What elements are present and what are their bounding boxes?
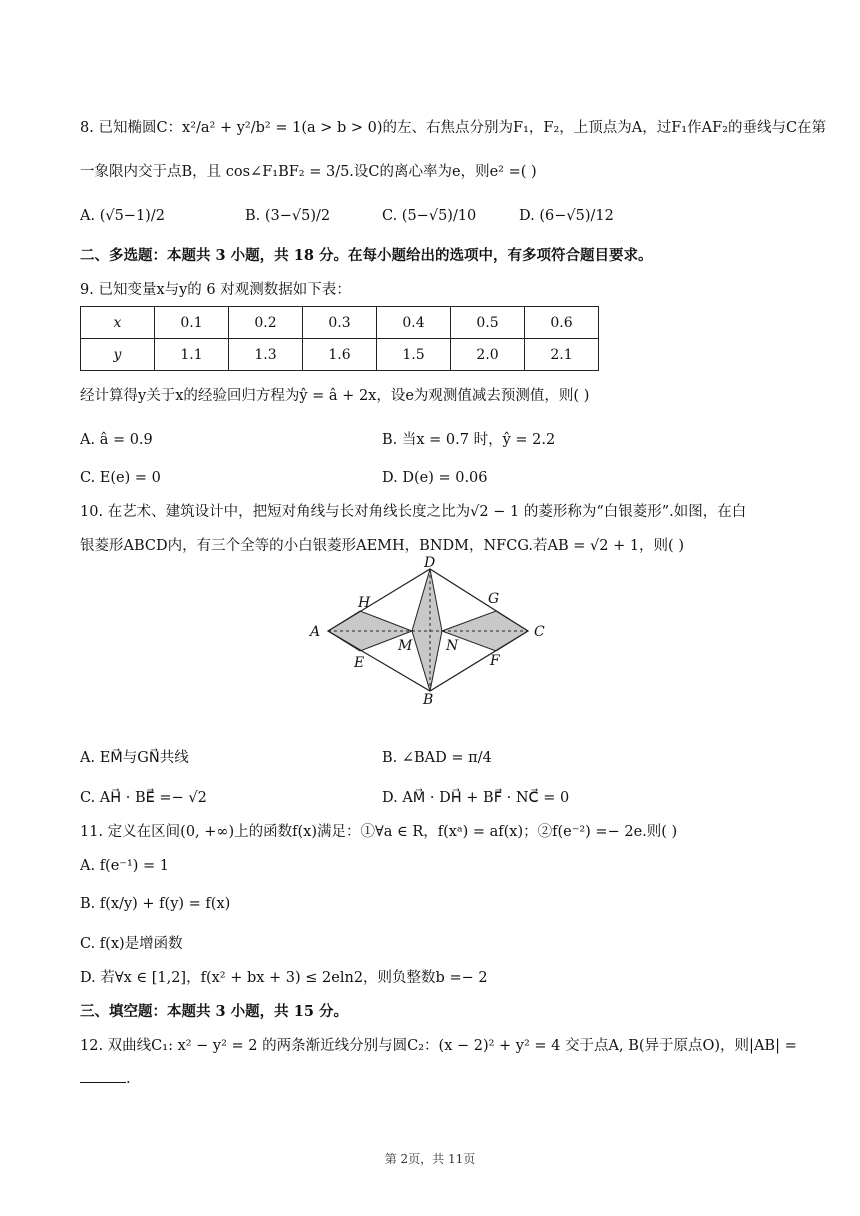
q8-line2: 一象限内交于点B，且 cos∠F₁BF₂ = 3/5.设C的离心率为e，则e² =( ) <box>80 164 537 180</box>
q10-option-d: D. AM⃗ · DH⃗ + BF⃗ · NC⃗ = 0 <box>382 790 570 806</box>
rhombus-bndm <box>412 569 442 691</box>
table-cell: y <box>81 339 155 371</box>
q11-stem: 11. 定义在区间(0, +∞)上的函数f(x)满足：①∀a ∈ R，f(xᵃ) = af(x)；②f(e⁻²) =− 2e.则( ) <box>80 824 678 840</box>
table-cell: 0.3 <box>303 307 377 339</box>
q10-line2: 银菱形ABCD内，有三个全等的小白银菱形AEMH，BNDM，NFCG.若AB = √2 + 1，则( ) <box>80 538 684 554</box>
table-cell: 0.2 <box>229 307 303 339</box>
q10-line1: 10. 在艺术、建筑设计中，把短对角线与长对角线长度之比为√2 − 1 的菱形称为“白银菱形”.如图，在白 <box>80 504 747 520</box>
q8-option-b: B. (3−√5)/2 <box>245 208 331 224</box>
table-cell: 1.3 <box>229 339 303 371</box>
label-h: H <box>358 595 371 611</box>
label-f: F <box>490 653 500 669</box>
q10-option-a: A. EM⃗与GN⃗共线 <box>80 750 189 766</box>
page-footer: 第 2页，共 11页 <box>384 1152 476 1166</box>
table-cell: 0.4 <box>377 307 451 339</box>
label-a: A <box>310 624 321 640</box>
q8-option-a: A. (√5−1)/2 <box>80 208 165 224</box>
q12-line2 <box>80 1068 131 1089</box>
q9-option-b: B. 当x = 0.7 时，ŷ = 2.2 <box>382 432 556 448</box>
q8-option-d: D. (6−√5)/12 <box>519 208 614 224</box>
table-cell: 1.5 <box>377 339 451 371</box>
q10-option-b: B. ∠BAD = π/4 <box>382 750 492 766</box>
q10-option-c: C. AH⃗ · BE⃗ =− √2 <box>80 790 207 806</box>
q9-intro: 9. 已知变量x与y的 6 对观测数据如下表： <box>80 282 351 298</box>
label-b: B <box>423 692 434 705</box>
table-row-y <box>81 339 599 371</box>
observation-table <box>80 306 599 371</box>
section-3-heading: 三、填空题：本题共 3 小题，共 15 分。 <box>80 1003 348 1020</box>
label-n: N <box>446 638 459 654</box>
table-cell: 0.1 <box>155 307 229 339</box>
q9-option-d: D. D(e) = 0.06 <box>382 470 488 486</box>
silver-rhombus-figure <box>300 555 560 705</box>
label-c: C <box>534 624 545 640</box>
q11-option-c: C. f(x)是增函数 <box>80 936 183 952</box>
label-m: M <box>398 638 413 654</box>
q12-period: . <box>126 1071 131 1087</box>
section-2-heading: 二、多选题：本题共 3 小题，共 18 分。在每小题给出的选项中，有多项符合题目要求。 <box>80 247 653 264</box>
table-cell: 1.6 <box>303 339 377 371</box>
q11-option-d: D. 若∀x ∈ [1,2]，f(x² + bx + 3) ≤ 2eln2，则负整数b =− 2 <box>80 970 488 986</box>
q9-option-a: A. â = 0.9 <box>80 432 153 448</box>
table-cell: 0.6 <box>525 307 599 339</box>
q11-option-a: A. f(e⁻¹) = 1 <box>80 858 170 874</box>
q12-line1: 12. 双曲线C₁: x² − y² = 2 的两条渐近线分别与圆C₂：(x − 2)² + y² = 4 交于点A, B(异于原点O)，则|AB| = <box>80 1038 797 1054</box>
table-cell: x <box>81 307 155 339</box>
label-g: G <box>488 591 500 607</box>
table-cell: 1.1 <box>155 339 229 371</box>
q9-option-c: C. E(e) = 0 <box>80 470 161 486</box>
table-row-x <box>81 307 599 339</box>
q8-option-c: C. (5−√5)/10 <box>382 208 477 224</box>
label-e: E <box>354 655 365 671</box>
table-cell: 2.1 <box>525 339 599 371</box>
answer-blank[interactable] <box>80 1068 126 1083</box>
table-cell: 0.5 <box>451 307 525 339</box>
q11-option-b: B. f(x/y) + f(y) = f(x) <box>80 896 231 912</box>
label-d: D <box>424 555 436 571</box>
table-cell: 2.0 <box>451 339 525 371</box>
q9-stem: 经计算得y关于x的经验回归方程为ŷ = â + 2x，设e为观测值减去预测值，则( ) <box>80 388 590 404</box>
q8-line1: 8. 已知椭圆C：x²/a² + y²/b² = 1(a > b > 0)的左、右焦点分别为F₁，F₂，上顶点为A，过F₁作AF₂的垂线与C在第 <box>80 120 827 136</box>
